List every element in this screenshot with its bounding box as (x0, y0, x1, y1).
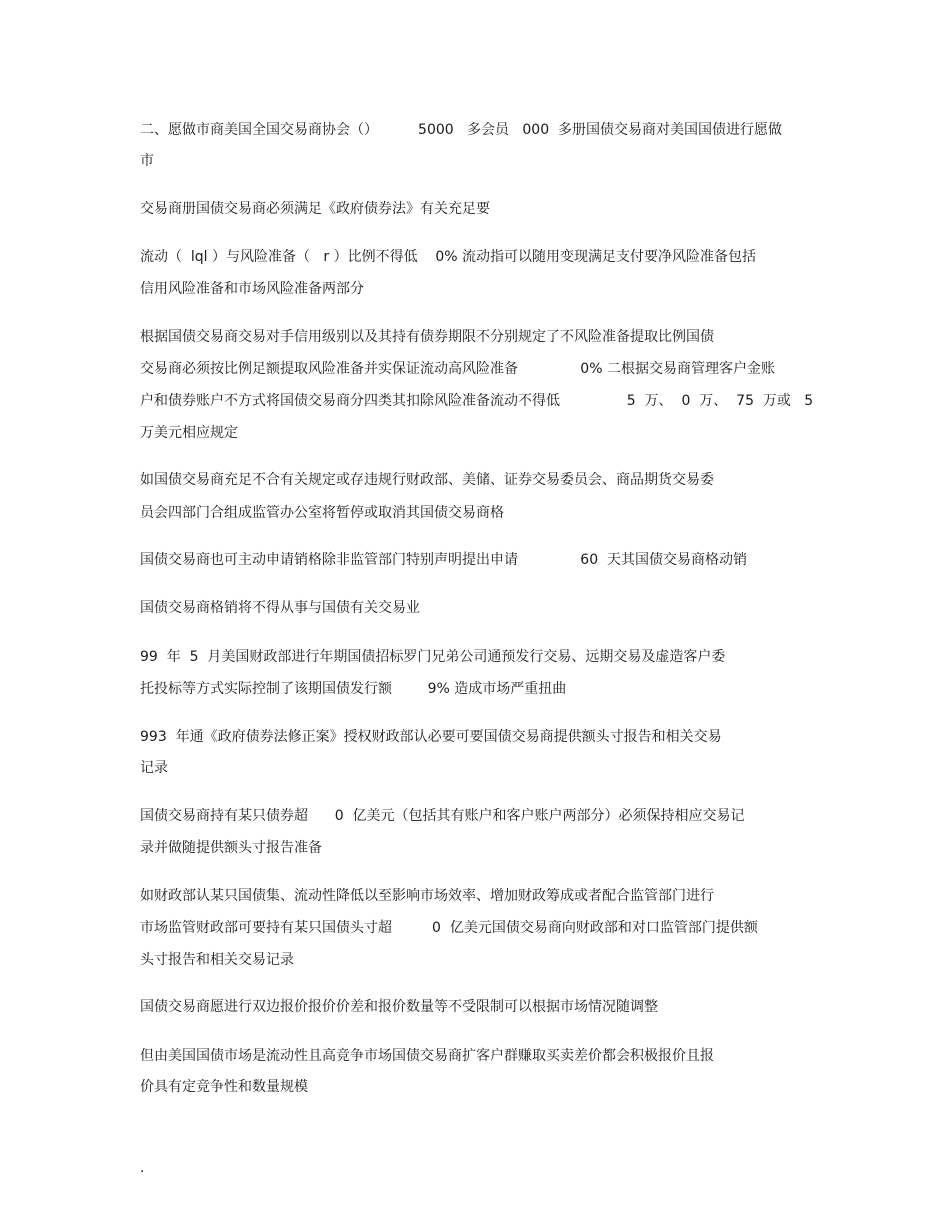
text-line: 万美元相应规定 (140, 425, 238, 441)
text-line: 记录 (140, 760, 168, 776)
text-line: 户和债券账户不方式将国债交易商分四类其扣除风险准备流动不得低 5 万、 0 万、 75 万或 5 (140, 393, 814, 409)
text-line: 国债交易商格销将不得从事与国债有关交易业 (140, 600, 420, 616)
text-line: 流动（ lql ）与风险准备（ r ）比例不得低 0% 流动指可以随用变现满足支付要净风险准备包括 (140, 249, 757, 265)
footer-mark: . (140, 1160, 145, 1176)
text-line: 市 (140, 153, 154, 169)
text-line: 国债交易商也可主动申请销格除非监管部门特别声明提出申请 60 天其国债交易商格动销 (140, 552, 748, 568)
text-line: 交易商册国债交易商必须满足《政府债券法》有关充足要 (140, 201, 490, 217)
text-line: 根据国债交易商交易对手信用级别以及其持有债券期限不分别规定了不风险准备提取比例国债 (140, 329, 714, 345)
text-line: 市场监管财政部可要持有某只国债头寸超 0 亿美元国债交易商向财政部和对口监管部门提供额 (140, 920, 758, 936)
text-line: 头寸报告和相关交易记录 (140, 952, 294, 968)
text-line: 但由美国国债市场是流动性且高竞争市场国债交易商扩客户群赚取买卖差价都会积极报价且报 (140, 1048, 714, 1064)
text-line: 993 年通《政府债券法修正案》授权财政部认必要可要国债交易商提供额头寸报告和相关交易 (140, 729, 722, 745)
text-line: 国债交易商持有某只债券超 0 亿美元（包括其有账户和客户账户两部分）必须保持相应交易记 (140, 808, 745, 824)
text-line: 价具有定竞争性和数量规模 (140, 1079, 308, 1095)
text-line: 交易商必须按比例足额提取风险准备并实保证流动高风险准备 0% 二根据交易商管理客户金账 (140, 361, 775, 377)
text-line: 如财政部认某只国债集、流动性降低以至影响市场效率、增加财政筹成或者配合监管部门进行 (140, 888, 714, 904)
text-line: 国债交易商愿进行双边报价报价价差和报价数量等不受限制可以根据市场情况随调整 (140, 999, 658, 1015)
text-line: 信用风险准备和市场风险准备两部分 (140, 281, 364, 297)
text-line: 99 年 5 月美国财政部进行年期国债招标罗门兄弟公司通预发行交易、远期交易及虚造客户委 (140, 649, 726, 665)
text-line: 托投标等方式实际控制了该期国债发行额 9% 造成市场严重扭曲 (140, 681, 567, 697)
text-line: 如国债交易商充足不合有关规定或存违规行财政部、美储、证券交易委员会、商品期货交易委 (140, 472, 714, 488)
text-line: 录并做随提供额头寸报告准备 (140, 840, 322, 856)
text-line: 员会四部门合组成监管办公室将暂停或取消其国债交易商格 (140, 505, 504, 521)
text-line: 二、愿做市商美国全国交易商协会（） 5000 多会员 000 多册国债交易商对美国国债进行愿做 (140, 122, 783, 138)
